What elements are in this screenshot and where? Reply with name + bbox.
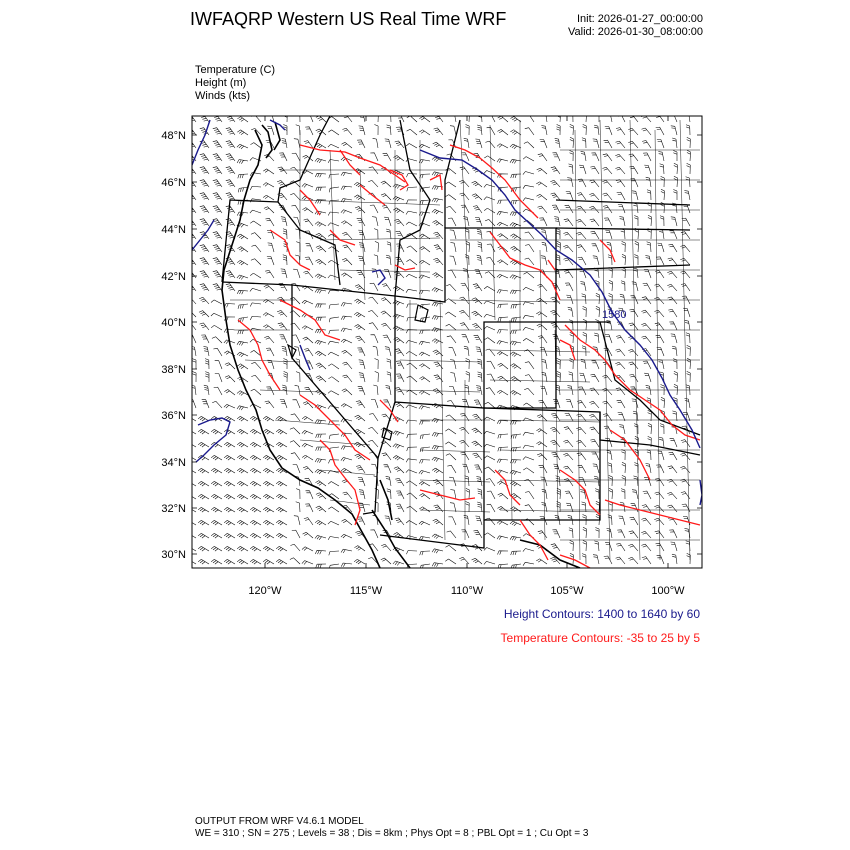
lat-label: 38°N (161, 364, 186, 376)
init-time: Init: 2026-01-27_00:00:00 (577, 13, 703, 25)
lat-label: 48°N (161, 130, 186, 142)
model-info-line1: OUTPUT FROM WRF V4.6.1 MODEL (195, 816, 364, 827)
field-label-temperature: Temperature (C) (195, 64, 276, 76)
height-contour-label: 1580 (602, 309, 627, 321)
map-title: IWFAQRP Western US Real Time WRF (190, 9, 507, 29)
county-lines (230, 120, 700, 560)
lat-label: 44°N (161, 224, 186, 236)
lat-label: 36°N (161, 410, 186, 422)
longitude-labels (248, 585, 685, 597)
field-label-height: Height (m) (195, 77, 247, 89)
lat-label: 40°N (161, 317, 186, 329)
height-contour-legend: Height Contours: 1400 to 1640 by 60 (503, 607, 700, 621)
lat-label: 46°N (161, 177, 186, 189)
latitude-labels (161, 130, 186, 561)
temperature-contour-legend: Temperature Contours: -35 to 25 by 5 (500, 631, 700, 645)
valid-time: Valid: 2026-01-30_08:00:00 (568, 26, 703, 38)
lat-label: 32°N (161, 503, 186, 515)
lon-label: 105°W (550, 585, 584, 597)
lat-label: 34°N (161, 457, 186, 469)
lon-label: 120°W (248, 585, 282, 597)
model-info-line2: WE = 310 ; SN = 275 ; Levels = 38 ; Dis = 8km ; Phys Opt = 8 ; PBL Opt = 1 ; Cu Opt = 3 (195, 828, 589, 839)
lon-label: 115°W (349, 585, 383, 597)
lon-label: 110°W (450, 585, 484, 597)
lon-label: 100°W (651, 585, 685, 597)
field-label-winds: Winds (kts) (195, 90, 250, 102)
lat-label: 30°N (161, 549, 186, 561)
lat-label: 42°N (161, 271, 186, 283)
